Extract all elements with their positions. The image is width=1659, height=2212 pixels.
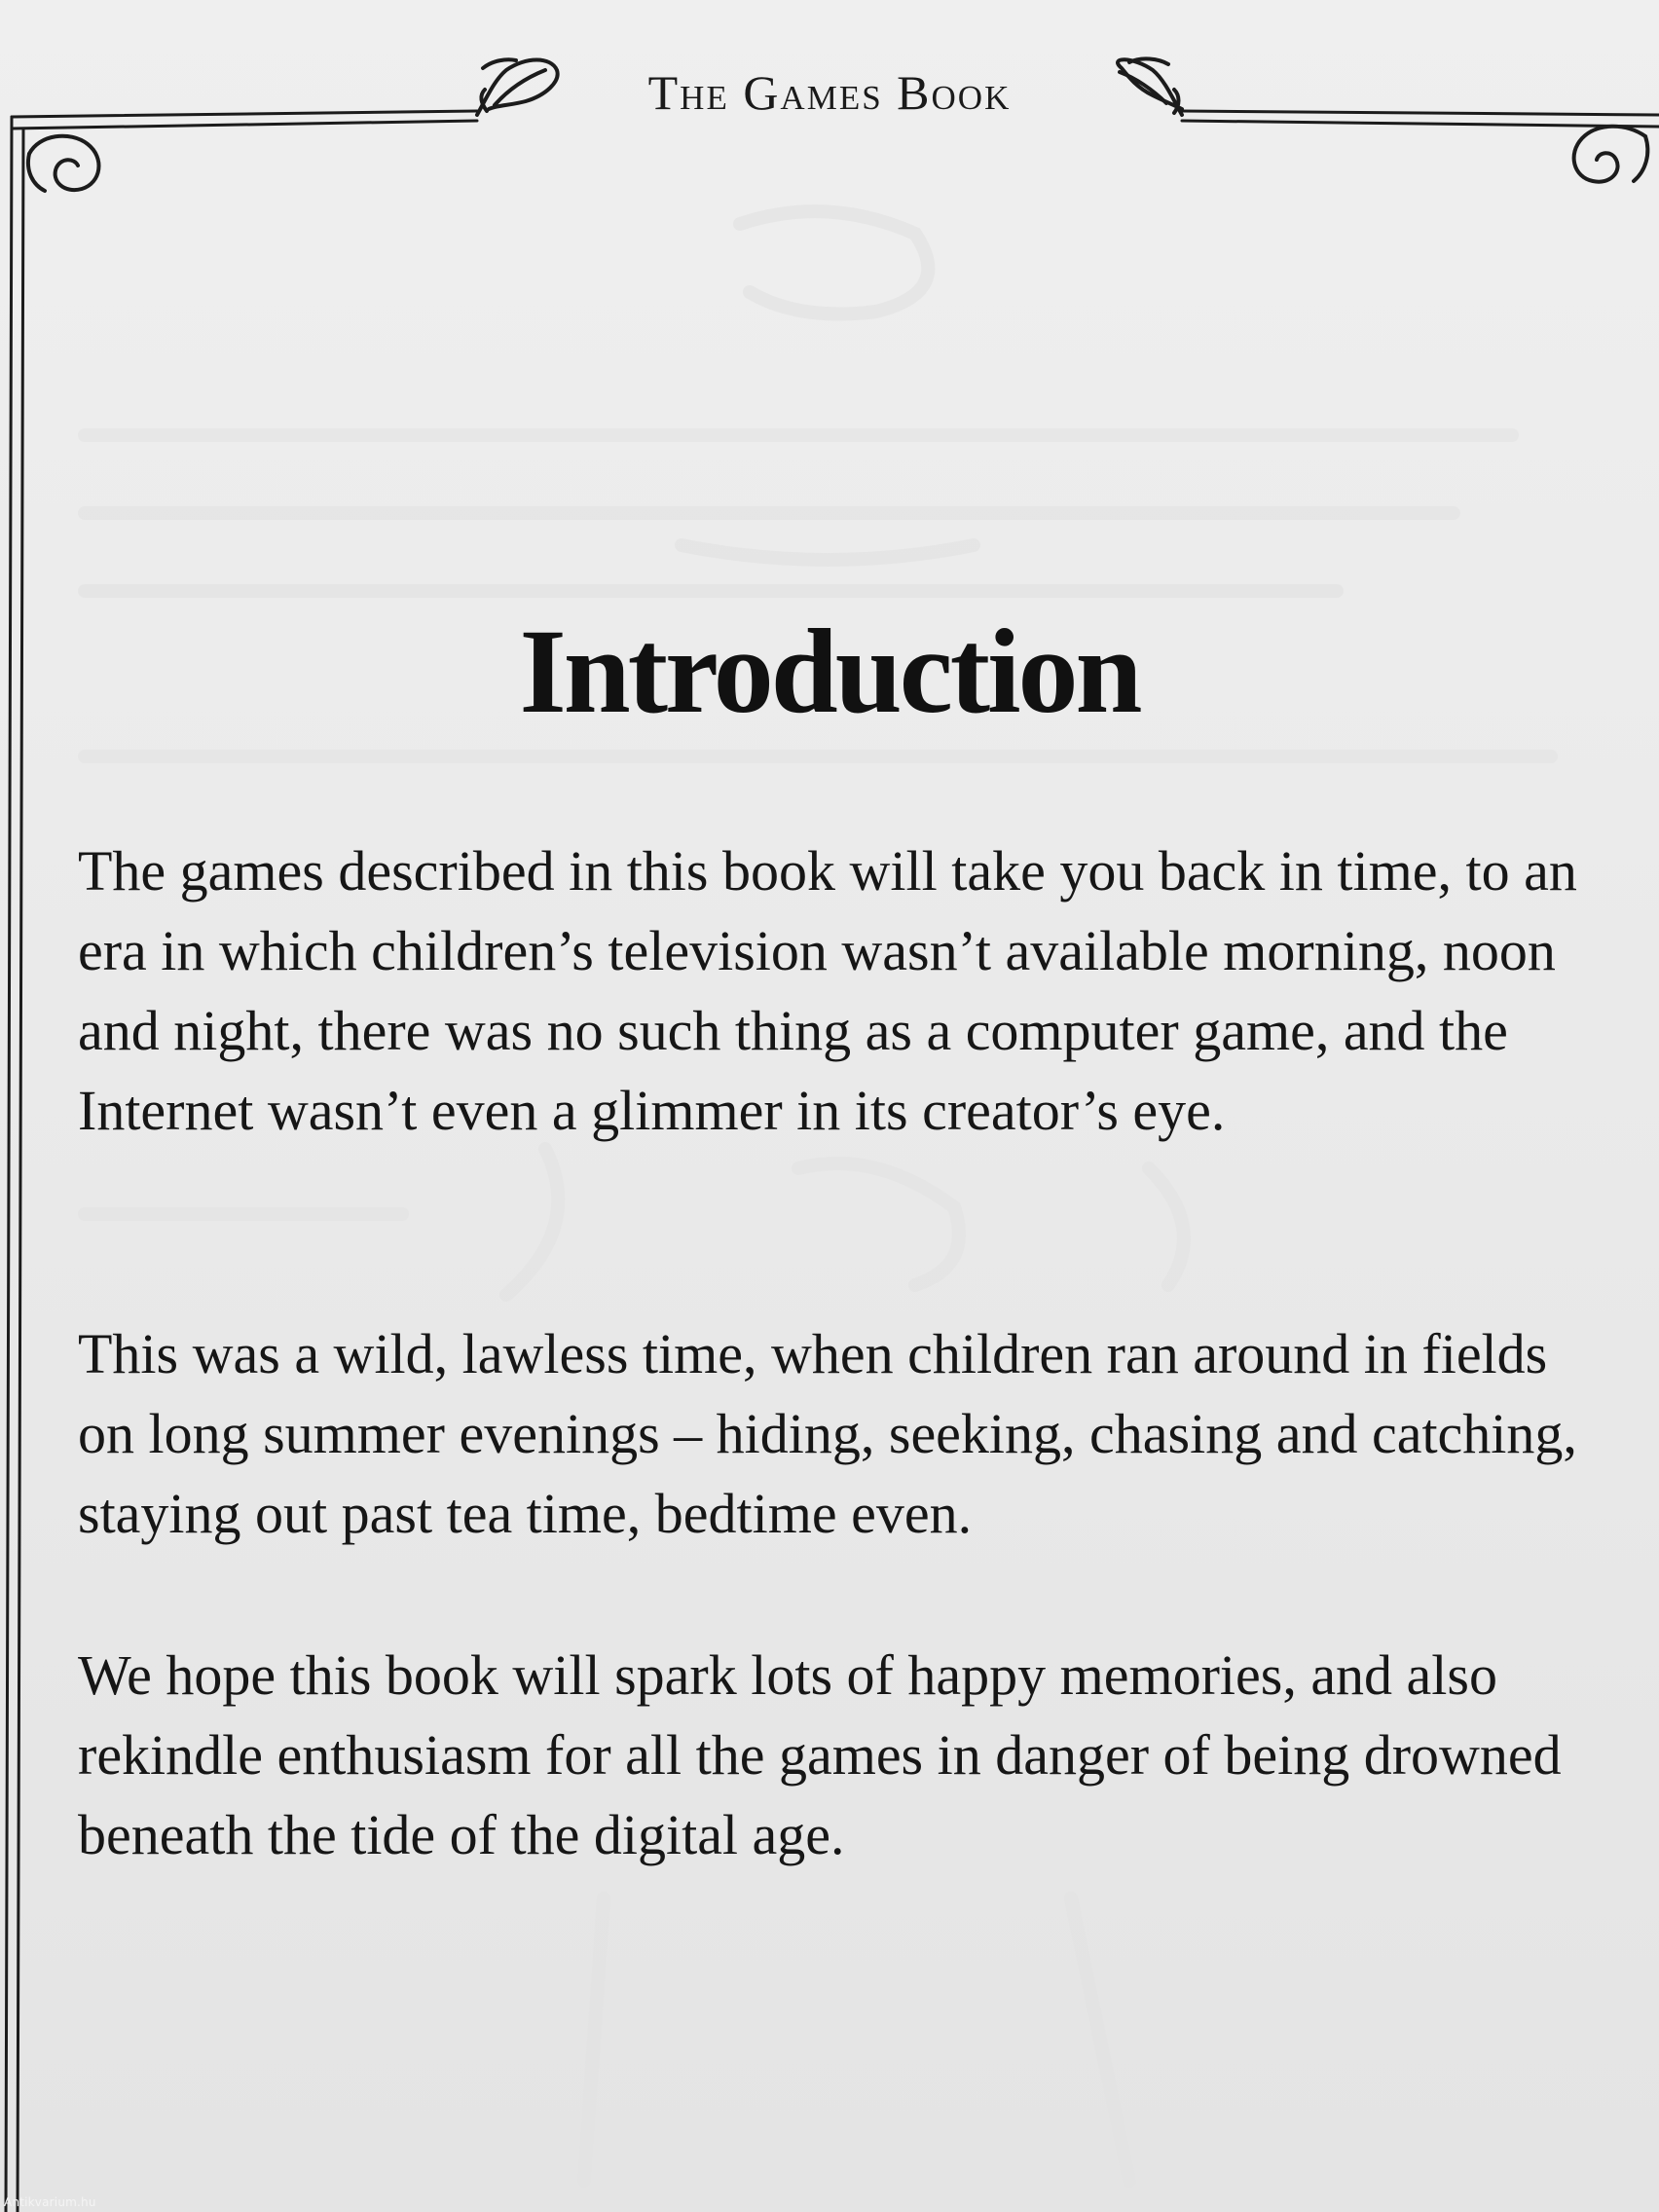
corner-scroll-right-icon xyxy=(1574,127,1648,182)
running-header: The Games Book xyxy=(647,65,1012,120)
site-watermark: Antikvarium.hu xyxy=(4,2195,96,2209)
intro-paragraph-3: We hope this book will spark lots of happy memories, and also rekindle enthusiasm for all the games in danger of being drowned beneath the tide of the digital age. xyxy=(78,1643,1562,1866)
page-title: Introduction xyxy=(519,605,1140,738)
intro-paragraph-1: The games described in this book will take you back in time, to an era in which children’s television wasn’t available morning, noon and night, there was no such thing as a computer game, and the Internet wasn’t even a glimmer in its creator’s eye. xyxy=(78,839,1577,1142)
intro-paragraph-2: This was a wild, lawless time, when children ran around in fields on long summer evenings – hiding, seeking, chasing and catching, staying out past tea time, bedtime even. xyxy=(78,1322,1577,1545)
corner-scroll-left-icon xyxy=(28,136,99,191)
